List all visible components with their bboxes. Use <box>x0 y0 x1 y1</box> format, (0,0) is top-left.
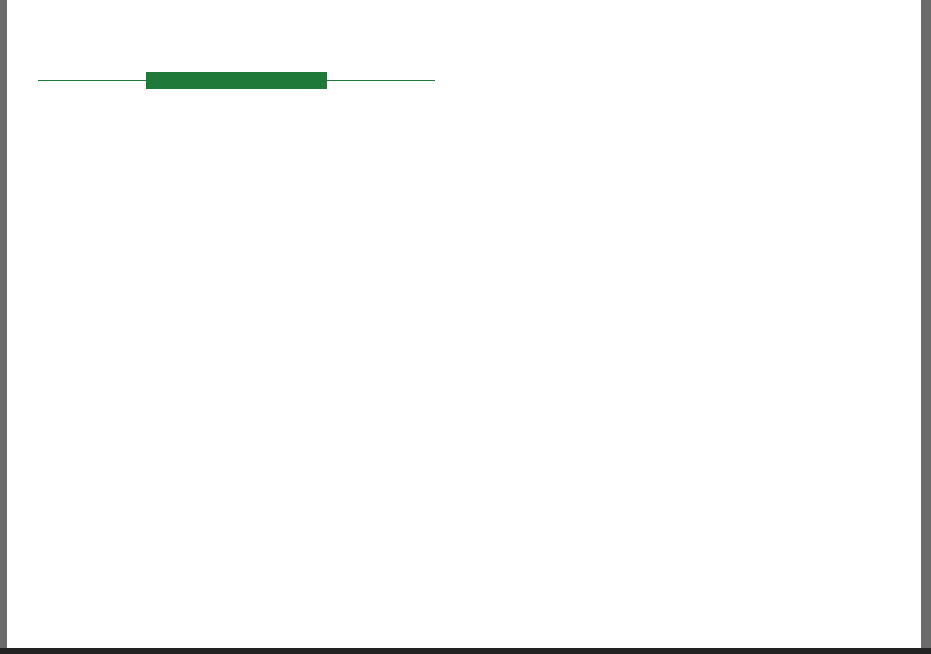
heading-label <box>146 72 327 89</box>
programme-page <box>7 0 921 648</box>
bottom-edge <box>0 648 931 654</box>
order-of-play-heading <box>38 72 435 90</box>
